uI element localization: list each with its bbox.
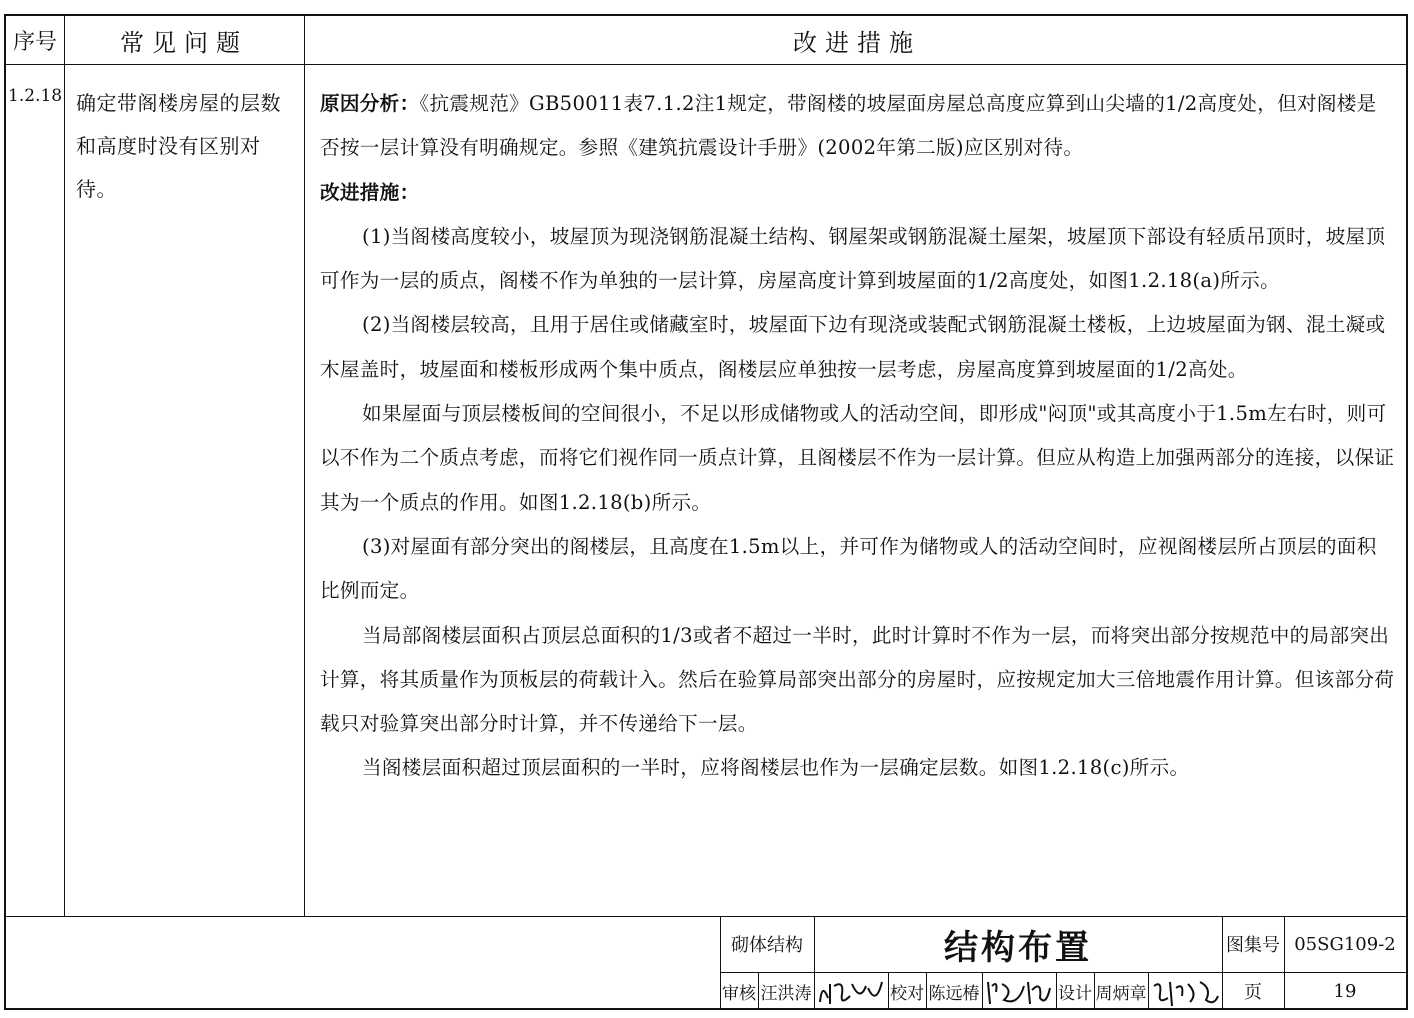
- header-col-issue: 常见问题: [120, 28, 248, 57]
- tb-design-label: 设计: [1058, 983, 1092, 1004]
- col-divider-2: [304, 16, 305, 916]
- designer-signature: [1150, 976, 1220, 1008]
- paragraph-measures-heading: [320, 171, 1396, 215]
- tb-checker: 陈远椿: [928, 983, 980, 1004]
- tb-atlas-no: 05SG109-2: [1294, 933, 1396, 955]
- paragraph-cause: [320, 82, 1396, 171]
- tb-designer: 周炳章: [1095, 983, 1147, 1004]
- title-block: [6, 916, 1406, 1010]
- paragraph-measure-2-note: 如果屋面与顶层楼板间的空间很小，不足以形成储物或人的活动空间，即形成"闷顶"或其高度小于1.5m左右时，则可以不作为二个质点考虑，而将它们视作同一质点计算，且阁楼层不作为一层计算。但应从构造上加强两部分的连接，以保证其为一个质点的作用。如图1.2.18(b)所示。: [320, 402, 1395, 514]
- paragraph-measure-2: (2)当阁楼层较高，且用于居住或储藏室时，坡屋面下边有现浇或装配式钢筋混凝土楼板，上边坡屋面为钢、混土凝或木屋盖时，坡屋面和楼板形成两个集中质点，阁楼层应单独按一层考虑，房屋高度算到坡屋面的1/2高处。: [320, 313, 1386, 381]
- tb-review-label: 审核: [722, 983, 756, 1004]
- issue-text: 确定带阁楼房屋的层数和高度时没有区别对待。: [76, 91, 281, 201]
- tb-page-label: 页: [1244, 982, 1262, 1003]
- tb-atlas-label: 图集号: [1226, 935, 1280, 956]
- tb-page-no: 19: [1333, 980, 1357, 1002]
- tb-reviewer: 汪洪涛: [760, 983, 812, 1004]
- tb-sub-2: [814, 972, 815, 1010]
- paragraph-measure-1: (1)当阁楼高度较小，坡屋顶为现浇钢筋混凝土结构、钢屋架或钢筋混凝土屋架，坡屋顶下部设有轻质吊顶时，坡屋顶可作为一层的质点，阁楼不作为单独的一层计算，房屋高度计算到坡屋面的1/2高度处，如图1.2.18(a)所示。: [320, 224, 1386, 293]
- row-number: 1.2.18: [8, 86, 63, 106]
- reviewer-signature: [816, 976, 886, 1008]
- checker-signature: [984, 976, 1054, 1008]
- col-divider-1: [64, 16, 65, 916]
- paragraph-measure-3: (3)对屋面有部分突出的阁楼层，且高度在1.5m以上，并可作为储物或人的活动空间时，应视阁楼层所占顶层的面积比例而定。: [320, 534, 1377, 603]
- cause-label: 原因分析：: [320, 92, 420, 115]
- measures-label: 改进措施：: [320, 180, 420, 204]
- paragraph-measure-3-b: 当阁楼层面积超过顶层面积的一半时，应将阁楼层也作为一层确定层数。如图1.2.18(c)所示。: [362, 756, 1190, 780]
- header-col-no: 序号: [12, 29, 57, 55]
- drawing-sheet: [4, 14, 1408, 1010]
- paragraph-measure-3-a: 当局部阁楼层面积占顶层总面积的1/3或者不超过一半时，此时计算时不作为一层，而将突出部分按规范中的局部突出计算，将其质量作为顶板层的荷载计入。然后在验算局部突出部分的房屋时，应按规定加大三倍地震作用计算。但该部分荷载只对验算突出部分时计算，并不传递给下一层。: [320, 623, 1395, 736]
- cause-text: 《抗震规范》GB50011表7.1.2注1规定，带阁楼的坡屋面房屋总高度应算到山尖墙的1/2高度处，但对阁楼是否按一层计算没有明确规定。参照《建筑抗震设计手册》(2002年第二版)应区别对待。: [320, 92, 1377, 160]
- improvement-content: [320, 82, 1396, 791]
- header-divider: [6, 64, 1406, 65]
- tb-sub-5: [982, 972, 983, 1010]
- tb-category: 砌体结构: [731, 935, 803, 956]
- tb-title: 结构布置: [944, 927, 1092, 968]
- header-col-fix: 改进措施: [793, 28, 921, 57]
- tb-sub-8: [1148, 972, 1149, 1010]
- tb-check-label: 校对: [890, 983, 924, 1004]
